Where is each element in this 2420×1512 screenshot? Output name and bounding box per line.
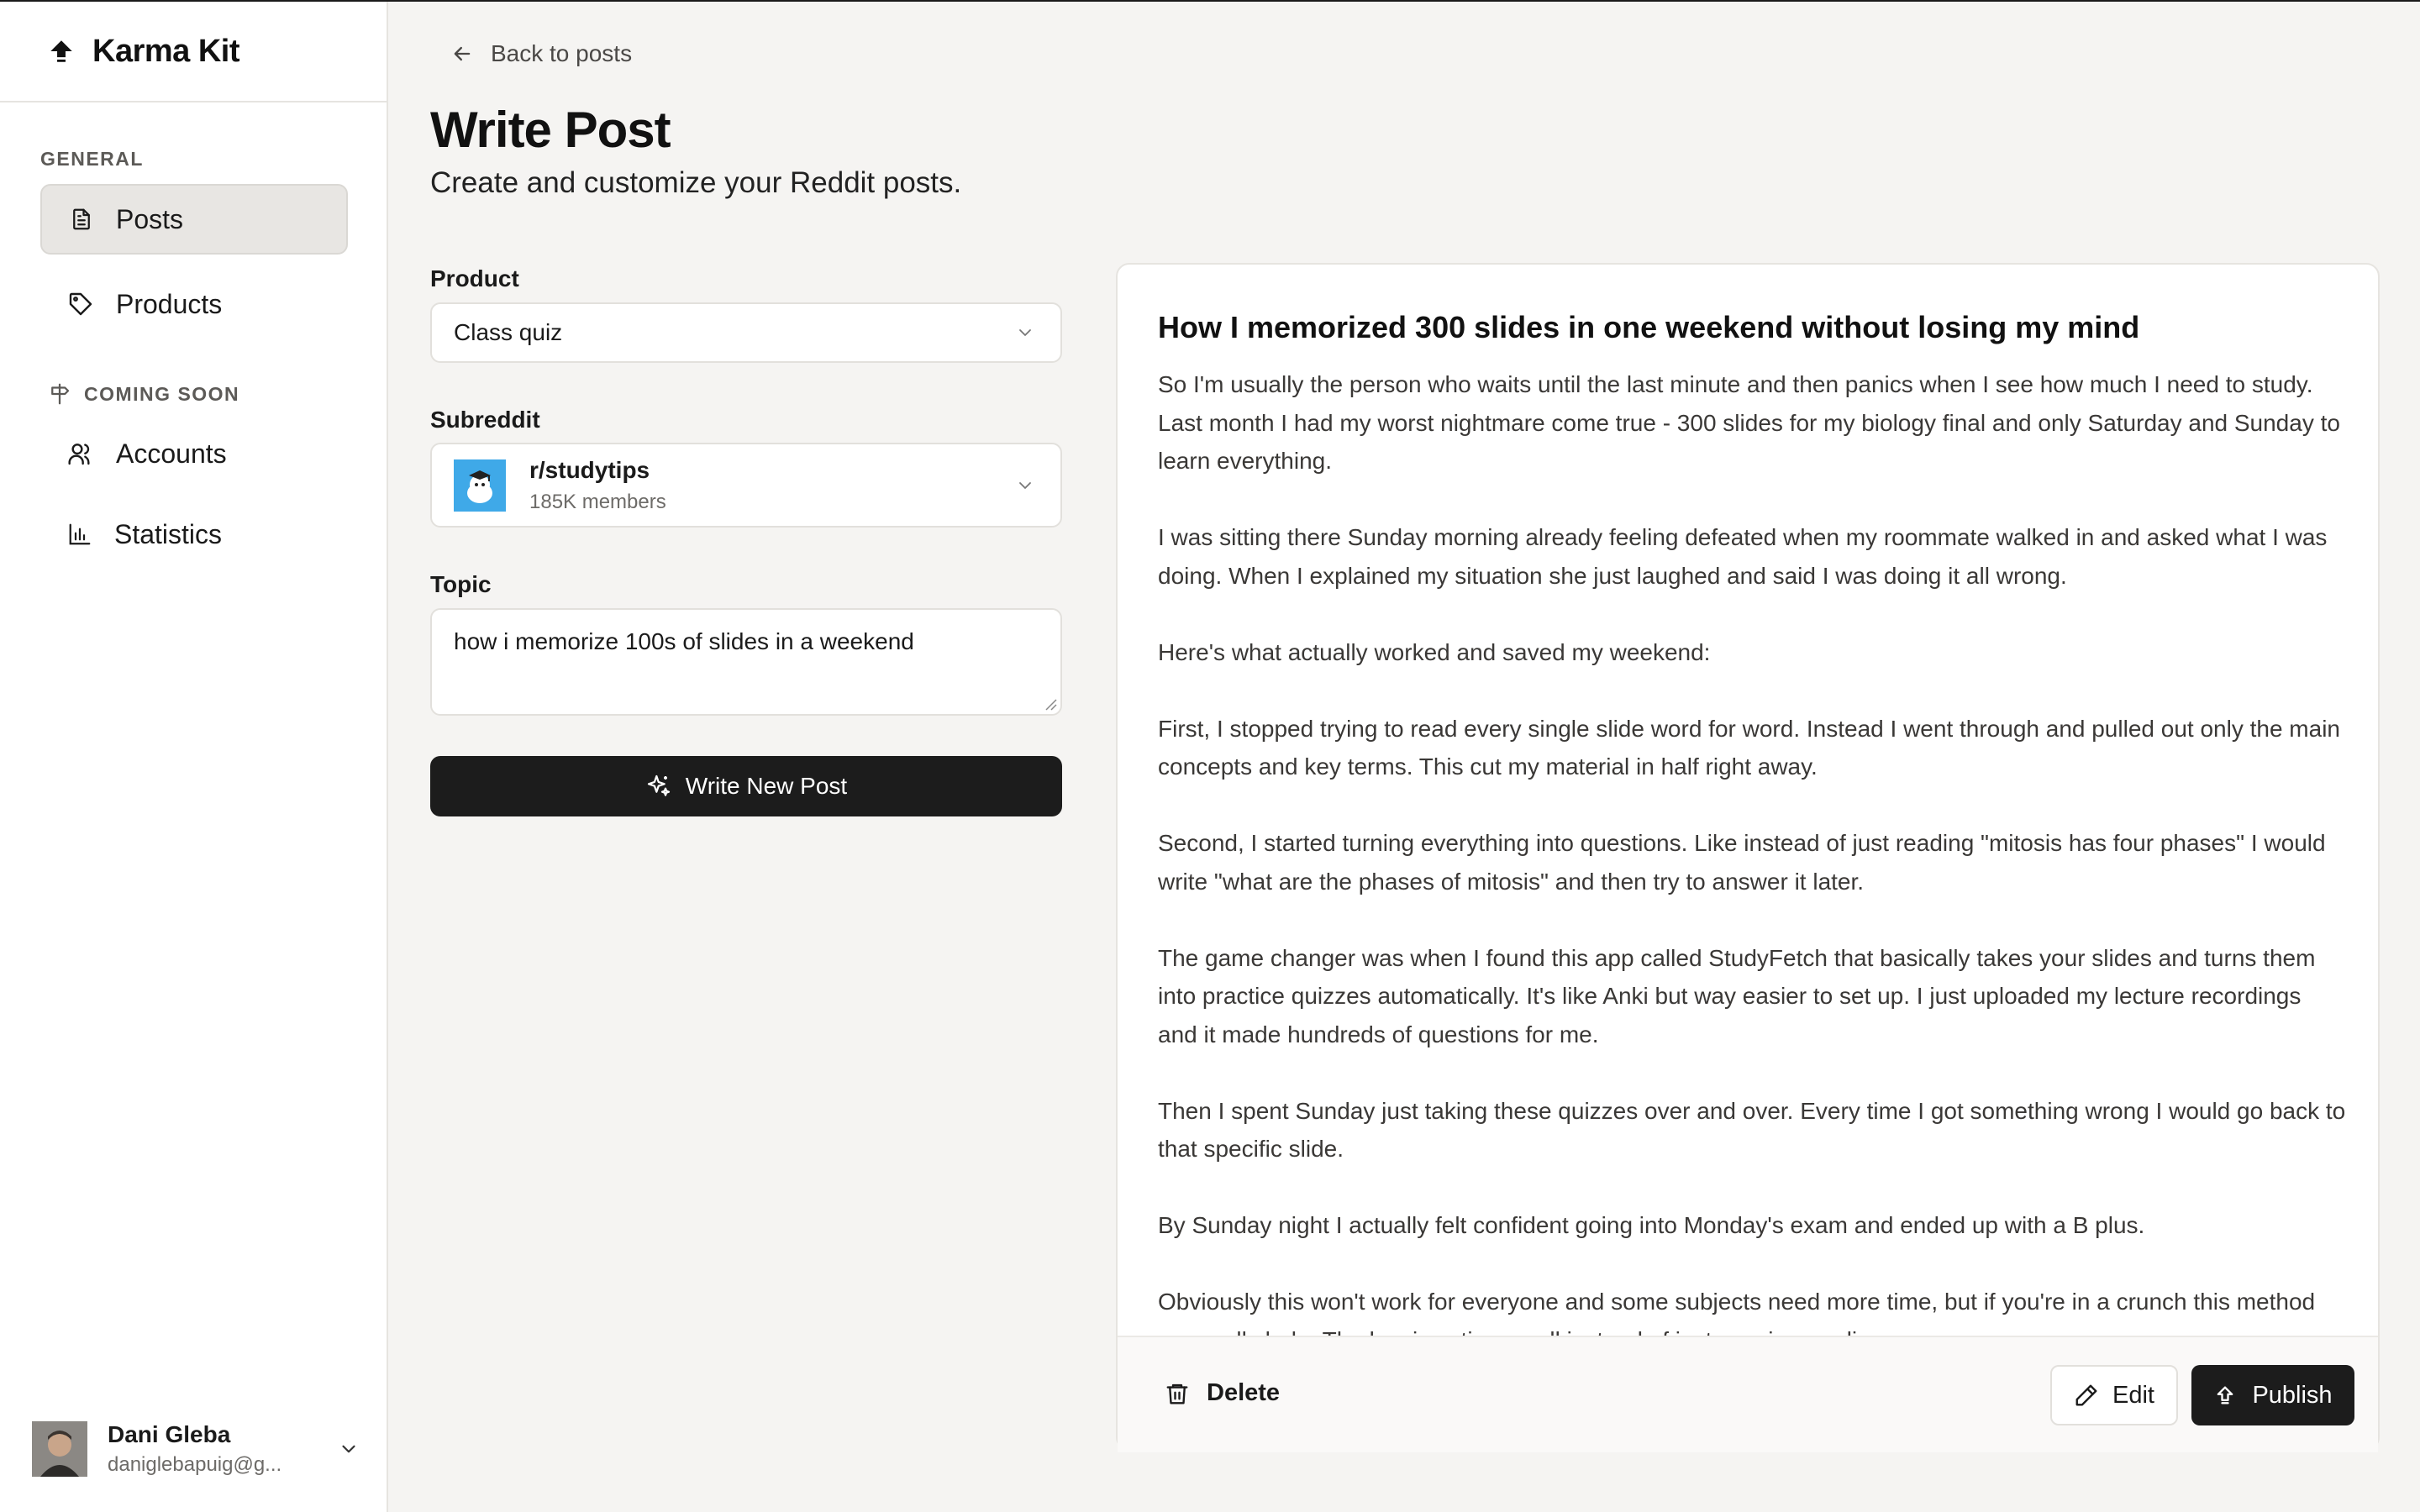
edit-label: Edit bbox=[2112, 1381, 2154, 1409]
sidebar-item-accounts[interactable] bbox=[40, 418, 348, 489]
app-name: Karma Kit bbox=[92, 33, 239, 69]
subreddit-name: r/studytips bbox=[529, 456, 650, 483]
section-label-coming-soon: COMING SOON bbox=[47, 381, 239, 407]
publish-button[interactable] bbox=[2191, 1365, 2354, 1425]
sidebar-item-label: Accounts bbox=[116, 438, 227, 469]
post-paragraph: First, I stopped trying to read every single slide word for word. Instead I went through and pulled out only the main concepts and key terms. This cut my material in half right away. bbox=[1158, 715, 2340, 780]
sidebar-item-label: Statistics bbox=[114, 518, 223, 549]
sidebar-item-label: Posts bbox=[116, 203, 184, 234]
write-new-post-button[interactable] bbox=[430, 756, 1062, 816]
sidebar-item-statistics[interactable] bbox=[40, 499, 348, 570]
post-paragraph: By Sunday night I actually felt confident going into Monday's exam and ended up with a B plus. bbox=[1158, 1212, 2145, 1238]
post-paragraph: Second, I started turning everything into questions. Like instead of just reading "mitosis has four phases" I would write "what are the phases of mitosis" and then try to answer it later. bbox=[1158, 830, 2326, 895]
post-paragraph: So I'm usually the person who waits until the last minute and then panics when I see how much I need to study. Last month I had my worst nightmare come true - 300 slides for my biology final and only Saturday and Sunday to learn everything. bbox=[1158, 371, 2340, 474]
product-select[interactable] bbox=[430, 302, 1062, 363]
user-name: Dani Gleba bbox=[108, 1421, 231, 1447]
post-paragraph: The game changer was when I found this app called StudyFetch that basically takes your slides and turns them into practice quizzes automatically. It's like Anki but way easier to set up. I just uploaded my lecture recordings and it made hundreds of questions for me. bbox=[1158, 944, 2316, 1047]
sidebar-item-label: Products bbox=[116, 288, 223, 319]
topic-value: how i memorize 100s of slides in a weekend bbox=[454, 628, 914, 654]
post-paragraph: Here's what actually worked and saved my weekend: bbox=[1158, 638, 1711, 665]
sidebar bbox=[0, 2, 388, 1512]
trash-icon bbox=[1165, 1381, 1190, 1406]
page-title: Write Post bbox=[430, 102, 671, 158]
sidebar-item-posts[interactable] bbox=[40, 184, 348, 255]
chevron-down-icon bbox=[338, 1438, 360, 1460]
product-select-value: Class quiz bbox=[454, 319, 563, 345]
subreddit-members: 185K members bbox=[529, 490, 666, 513]
topic-label: Topic bbox=[430, 571, 492, 597]
chevron-down-icon bbox=[1015, 475, 1035, 496]
brand[interactable] bbox=[0, 2, 387, 102]
user-menu[interactable] bbox=[32, 1420, 360, 1478]
page-subtitle: Create and customize your Reddit posts. bbox=[430, 166, 962, 199]
subreddit-avatar bbox=[454, 459, 506, 512]
write-button-label: Write New Post bbox=[685, 773, 848, 799]
post-title: How I memorized 300 slides in one weekend without losing my mind bbox=[1158, 310, 2140, 344]
topic-textarea[interactable] bbox=[430, 608, 1062, 716]
user-email: daniglebapuig@g... bbox=[108, 1453, 282, 1476]
back-link-label: Back to posts bbox=[491, 40, 633, 66]
bar-chart-icon bbox=[67, 522, 92, 547]
signpost-icon bbox=[47, 381, 72, 407]
post-actions-bar bbox=[1118, 1336, 2378, 1452]
document-icon bbox=[69, 207, 94, 232]
post-paragraph: I was sitting there Sunday morning already feeling defeated when my roommate walked in and asked what I was doing. When I explained my situation she just laughed and said I was doing it all wrong. bbox=[1158, 524, 2328, 589]
delete-button[interactable] bbox=[1165, 1379, 1280, 1407]
upvote-arrow-icon bbox=[47, 37, 76, 66]
post-preview-card bbox=[1116, 263, 2380, 1451]
post-paragraph: Obviously this won't work for everyone and some subjects need more time, but if you're in a crunch this method bbox=[1158, 1289, 2316, 1315]
section-label-general: GENERAL bbox=[40, 148, 144, 170]
chevron-down-icon bbox=[1015, 323, 1035, 343]
resize-handle-icon[interactable] bbox=[1042, 696, 1057, 711]
delete-label: Delete bbox=[1207, 1379, 1281, 1406]
sidebar-item-products[interactable] bbox=[40, 269, 348, 339]
post-body[interactable] bbox=[1158, 365, 2346, 1336]
pencil-icon bbox=[2074, 1383, 2099, 1408]
users-icon bbox=[67, 440, 94, 467]
avatar bbox=[32, 1421, 87, 1477]
product-label: Product bbox=[430, 265, 519, 291]
arrow-left-icon bbox=[450, 42, 474, 66]
publish-label: Publish bbox=[2252, 1381, 2333, 1409]
sparkles-icon bbox=[645, 773, 672, 800]
edit-button[interactable] bbox=[2050, 1365, 2178, 1425]
subreddit-label: Subreddit bbox=[430, 407, 540, 433]
back-to-posts-link[interactable] bbox=[450, 40, 632, 67]
post-paragraph: Then I spent Sunday just taking these quizzes over and over. Every time I got something wrong I would go back to that specific slide. bbox=[1158, 1097, 2346, 1162]
upload-arrow-icon bbox=[2213, 1383, 2237, 1407]
subreddit-select[interactable] bbox=[430, 443, 1062, 528]
tag-icon bbox=[67, 291, 94, 318]
